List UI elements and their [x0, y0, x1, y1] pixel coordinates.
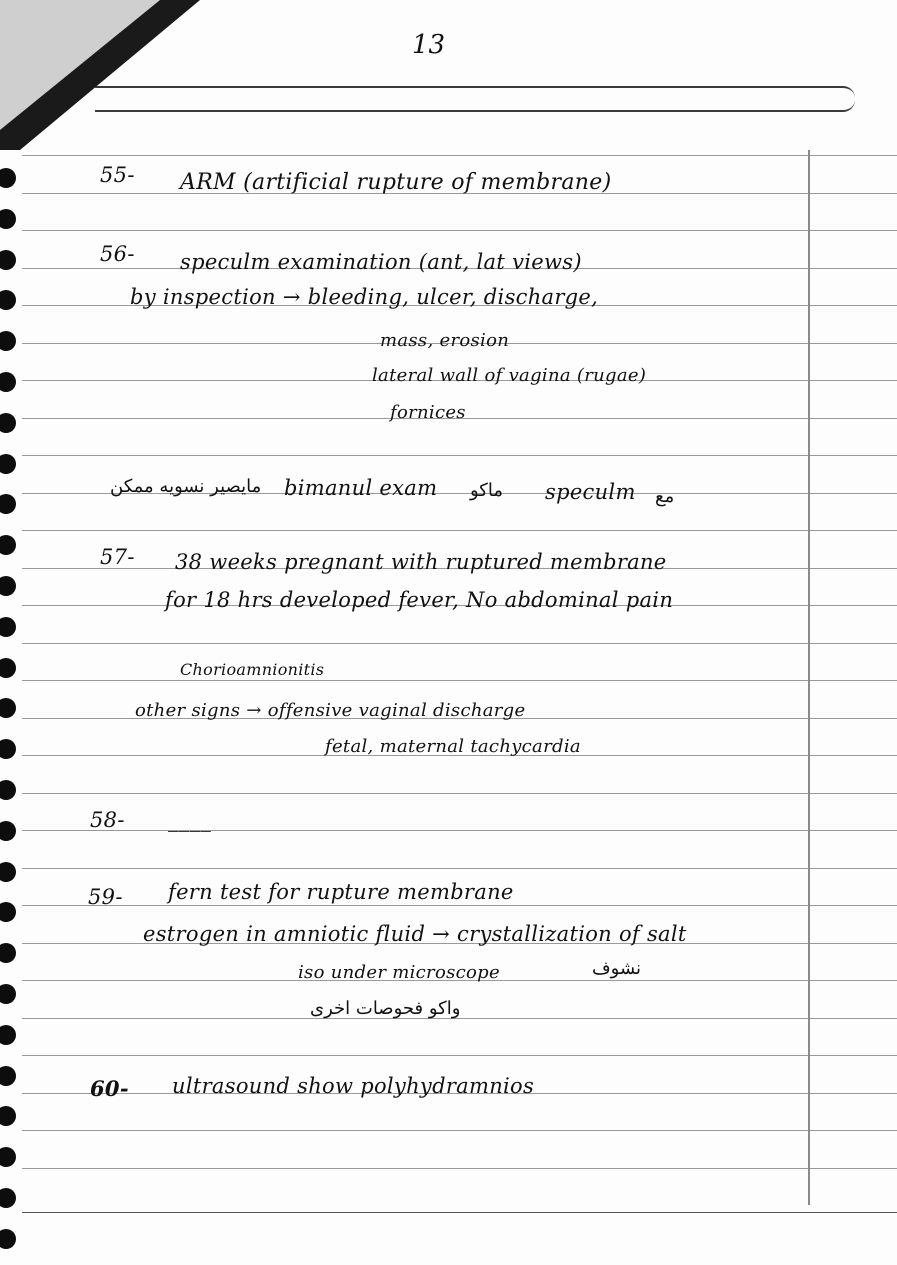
ruled-line	[22, 793, 897, 794]
binder-hole	[0, 372, 16, 392]
entry-56-line4: lateral wall of vagina (rugae)	[372, 365, 647, 386]
binder-hole	[0, 1188, 16, 1208]
entry-56-arabic-end: مايصير نسويه ممكن	[110, 476, 262, 497]
entry-60-line1: ultrasound show polyhydramnios	[172, 1074, 535, 1098]
ruled-line	[22, 230, 897, 231]
entry-56-arabic-prefix: مع	[655, 486, 675, 507]
binder-hole	[0, 576, 16, 596]
binder-hole	[0, 535, 16, 555]
binder-hole	[0, 617, 16, 637]
ruled-line	[22, 830, 897, 831]
binder-hole	[0, 454, 16, 474]
binder-hole	[0, 494, 16, 514]
entry-59-arabic-2: واكو فحوصات اخرى	[310, 998, 461, 1019]
entry-56-line2: by inspection → bleeding, ulcer, discharge,	[130, 285, 599, 309]
ruled-line	[22, 155, 897, 156]
binder-hole	[0, 902, 16, 922]
binder-hole	[0, 943, 16, 963]
binder-hole	[0, 862, 16, 882]
ruled-line	[22, 868, 897, 869]
entry-55-number: 55-	[100, 163, 135, 187]
ruled-line	[22, 530, 897, 531]
entry-59-line3: iso under microscope	[298, 962, 500, 983]
bottom-edge-line	[22, 1212, 897, 1213]
ruled-line	[22, 1055, 897, 1056]
entry-57-diagnosis: Chorioamnionitis	[180, 660, 325, 679]
entry-56-bimanual: bimanul exam	[284, 476, 438, 500]
binder-hole	[0, 331, 16, 351]
entry-57-line1: 38 weeks pregnant with ruptured membrane	[175, 550, 667, 574]
entry-56-speculum: speculm	[545, 480, 636, 504]
entry-59-arabic-1: نشوف	[592, 958, 642, 979]
margin-line	[808, 150, 810, 1205]
binder-hole	[0, 1229, 16, 1249]
entry-57-number: 57-	[100, 545, 135, 569]
entry-57-line4: fetal, maternal tachycardia	[325, 736, 581, 757]
entry-56-line3: mass, erosion	[380, 330, 510, 351]
binder-hole	[0, 739, 16, 759]
entry-58-blank: ____	[168, 808, 212, 832]
binder-hole	[0, 290, 16, 310]
binder-hole	[0, 984, 16, 1004]
binder-hole	[0, 1147, 16, 1167]
ruled-line	[22, 455, 897, 456]
ruled-line	[22, 680, 897, 681]
binder-hole	[0, 780, 16, 800]
entry-56-line5: fornices	[390, 402, 466, 423]
binder-hole	[0, 1106, 16, 1126]
ruled-line	[22, 1168, 897, 1169]
entry-57-line2: for 18 hrs developed fever, No abdominal pain	[165, 588, 674, 612]
entry-55-text: ARM (artificial rupture of membrane)	[180, 170, 612, 195]
binder-hole	[0, 698, 16, 718]
folded-corner-shadow	[0, 0, 200, 150]
ruled-line	[22, 1130, 897, 1131]
ruled-line	[22, 905, 897, 906]
binder-hole	[0, 1066, 16, 1086]
page-number: 13	[412, 30, 446, 60]
binder-hole	[0, 1025, 16, 1045]
header-band	[95, 86, 855, 112]
entry-59-line1: fern test for rupture membrane	[168, 880, 514, 904]
entry-56-line1: speculm examination (ant, lat views)	[180, 250, 582, 274]
binder-hole	[0, 413, 16, 433]
entry-58-number: 58-	[90, 808, 125, 832]
ruled-line	[22, 643, 897, 644]
entry-59-line2: estrogen in amniotic fluid → crystallization of salt	[143, 922, 687, 946]
binder-hole	[0, 209, 16, 229]
binder-hole	[0, 250, 16, 270]
entry-57-line3: other signs → offensive vaginal discharge	[135, 700, 526, 721]
binder-hole	[0, 821, 16, 841]
entry-56-arabic-mid: ماكو	[470, 480, 503, 501]
binder-hole	[0, 658, 16, 678]
entry-60-number: 60-	[90, 1076, 129, 1101]
entry-59-number: 59-	[88, 885, 123, 909]
binder-hole	[0, 168, 16, 188]
entry-56-number: 56-	[100, 242, 135, 266]
